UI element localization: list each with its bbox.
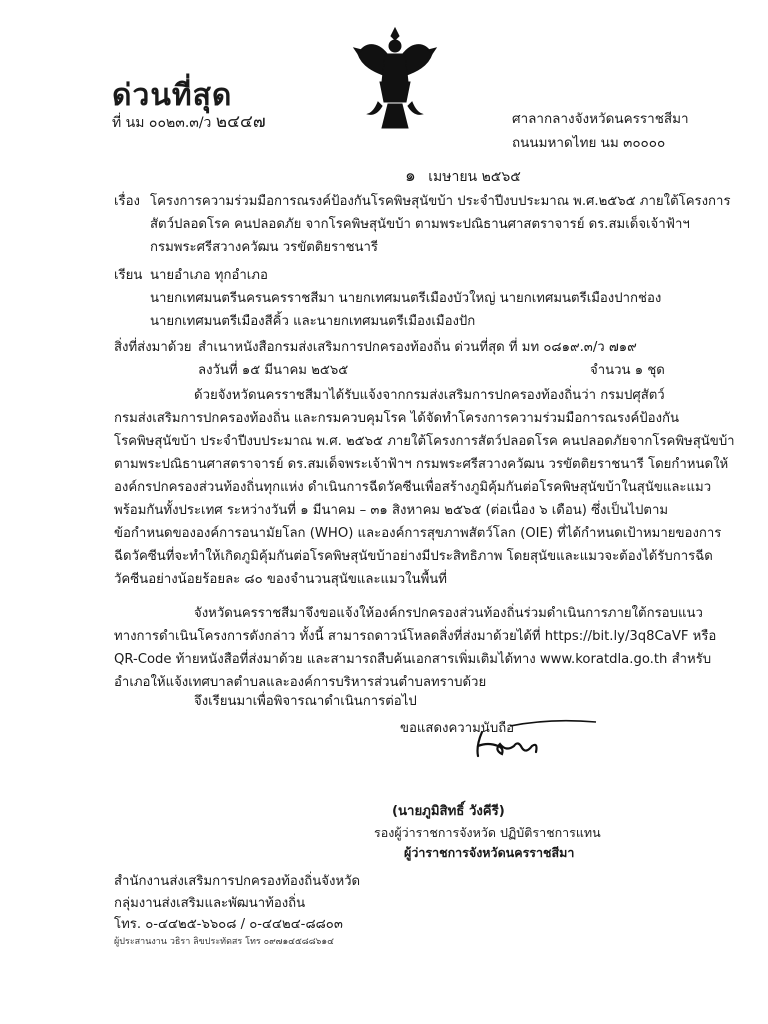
enclosure-label: สิ่งที่ส่งมาด้วย bbox=[114, 340, 192, 355]
body-paragraph-1 bbox=[114, 384, 735, 591]
footer-office: สำนักงานส่งเสริมการปกครองท้องถิ่นจังหวัด bbox=[114, 874, 361, 889]
paragraph-line: ทางการดำเนินโครงการดังกล่าว ทั้งนี้ สามารถดาวน์โหลดสิ่งที่ส่งมาด้วยได้ที่ https://bit.ly/3q8CaVF หรือ bbox=[114, 629, 717, 644]
enclosure-quantity: จำนวน ๑ ชุด bbox=[590, 363, 665, 378]
sender-org: ศาลากลางจังหวัดนครราชสีมา bbox=[512, 111, 689, 127]
subject-line: กรมพระศรีสวางควัฒน วรขัตติยราชนารี bbox=[150, 240, 379, 255]
paragraph-line: องค์กรปกครองส่วนท้องถิ่นทุกแห่ง ดำเนินการฉีดวัคซีนเพื่อสร้างภูมิคุ้มกันต่อโรคพิษสุนัขบ้าในสุนัขและแมว bbox=[114, 480, 712, 495]
paragraph-line: ตามพระปณิธานศาสตราจารย์ ดร.สมเด็จพระเจ้าฟ้าฯ กรมพระศรีสวางควัฒน วรขัตติยราชนารี โดยกำหนดให้ bbox=[114, 457, 729, 472]
garuda-emblem bbox=[350, 24, 440, 134]
paragraph-line: ข้อกำหนดขององค์การอนามัยโลก (WHO) และองค์การสุขภาพสัตว์โลก (OIE) ที่ได้กำหนดเป้าหมายของการ bbox=[114, 526, 722, 541]
recipient-line: นายอำเภอ ทุกอำเภอ bbox=[150, 268, 268, 283]
reference-handwritten-number: ๒๔๔๗ bbox=[215, 112, 266, 132]
paragraph-line: กรมส่งเสริมการปกครองท้องถิ่น และกรมควบคุมโรค ได้จัดทำโครงการความร่วมมือการณรงค์ป้องกัน bbox=[114, 411, 680, 426]
date-day: ๑ bbox=[405, 166, 416, 186]
signatory-name: (นายภูมิสิทธิ์ วังคีรี) bbox=[392, 804, 505, 819]
recipient-line: นายกเทศมนตรีเมืองสีคิ้ว และนายกเทศมนตรีเมืองเมืองปัก bbox=[150, 314, 476, 329]
urgency-stamp: ด่วนที่สุด bbox=[112, 78, 233, 113]
paragraph-line: โรคพิษสุนัขบ้า ประจำปีงบประมาณ พ.ศ. ๒๕๖๕ ภายใต้โครงการสัตว์ปลอดโรค คนปลอดภัยจากโรคพิษสุนัขบ้า bbox=[114, 434, 735, 449]
body-paragraph-2 bbox=[114, 602, 717, 694]
recipient-line: นายกเทศมนตรีนครนครราชสีมา นายกเทศมนตรีเมืองบัวใหญ่ นายกเทศมนตรีเมืองปากช่อง bbox=[150, 291, 662, 306]
regards: ขอแสดงความนับถือ bbox=[400, 721, 515, 736]
signatory-title: ผู้ว่าราชการจังหวัดนครราชสีมา bbox=[404, 845, 575, 860]
subject-line: โครงการความร่วมมือการณรงค์ป้องกันโรคพิษสุนัขบ้า ประจำปีงบประมาณ พ.ศ.๒๕๖๕ ภายใต้โครงการ bbox=[150, 194, 731, 209]
footer-coordinator: ผู้ประสานงาน วธิรา ลิขประทัดสร โทร ๐๙๗๑๔๕๘๘๖๑๔ bbox=[114, 937, 334, 947]
paragraph-line: พร้อมกันทั้งประเทศ ระหว่างวันที่ ๑ มีนาคม – ๓๑ สิงหาคม ๒๕๖๕ (ต่อเนื่อง ๖ เดือน) ซึ่งเป็นไปตาม bbox=[114, 503, 669, 518]
letter-date bbox=[405, 162, 521, 189]
enclosure-line: สำเนาหนังสือกรมส่งเสริมการปกครองท้องถิ่น ด่วนที่สุด ที่ มท ๐๘๑๙.๓/ว ๗๑๙ bbox=[198, 340, 637, 355]
subject-line: สัตว์ปลอดโรค คนปลอดภัย จากโรคพิษสุนัขบ้า ตามพระปณิธานศาสตราจารย์ ดร.สมเด็จเจ้าฟ้าฯ bbox=[150, 217, 690, 232]
paragraph-line: ด้วยจังหวัดนครราชสีมาได้รับแจ้งจากกรมส่งเสริมการปกครองท้องถิ่นว่า กรมปศุสัตว์ bbox=[194, 388, 665, 403]
paragraph-line: อำเภอให้แจ้งเทศบาลตำบลและองค์การบริหารส่วนตำบลทราบด้วย bbox=[114, 675, 487, 690]
subject-label: เรื่อง bbox=[114, 194, 140, 209]
sender-address: ถนนมหาดไทย นม ๓๐๐๐๐ bbox=[512, 135, 666, 151]
footer-phone: โทร. ๐-๔๔๒๕-๖๖๐๘ / ๐-๔๔๒๔-๘๘๐๓ bbox=[114, 917, 343, 932]
closing-request: จึงเรียนมาเพื่อพิจารณาดำเนินการต่อไป bbox=[194, 694, 417, 709]
paragraph-line: ฉีดวัคซีนที่จะทำให้เกิดภูมิคุ้มกันต่อโรคพิษสุนัขบ้าอย่างมีประสิทธิภาพ โดยสุนัขและแมวจะต้องได้รับการฉีด bbox=[114, 549, 713, 564]
date-month-year: เมษายน ๒๕๖๕ bbox=[428, 169, 521, 185]
footer-division: กลุ่มงานส่งเสริมและพัฒนาท้องถิ่น bbox=[114, 896, 306, 911]
recipient-label: เรียน bbox=[114, 268, 143, 283]
paragraph-line: จังหวัดนครราชสีมาจึงขอแจ้งให้องค์กรปกครองส่วนท้องถิ่นร่วมดำเนินการภายใต้กรอบแนว bbox=[194, 606, 703, 621]
reference-prefix: ที่ นม ๐๐๒๓.๓/ว bbox=[112, 115, 212, 131]
paragraph-line: วัคซีนอย่างน้อยร้อยละ ๘๐ ของจำนวนสุนัขและแมวในพื้นที่ bbox=[114, 572, 447, 587]
reference-number bbox=[112, 108, 266, 135]
paragraph-line: QR-Code ท้ายหนังสือที่ส่งมาด้วย และสามารถสืบค้นเอกสารเพิ่มเติมได้ทาง www.koratdla.go.th สำหรับ bbox=[114, 652, 712, 667]
handwritten-signature bbox=[420, 720, 600, 770]
enclosure-date: ลงวันที่ ๑๕ มีนาคม ๒๕๖๕ bbox=[198, 363, 349, 378]
signatory-position: รองผู้ว่าราชการจังหวัด ปฏิบัติราชการแทน bbox=[374, 825, 601, 840]
